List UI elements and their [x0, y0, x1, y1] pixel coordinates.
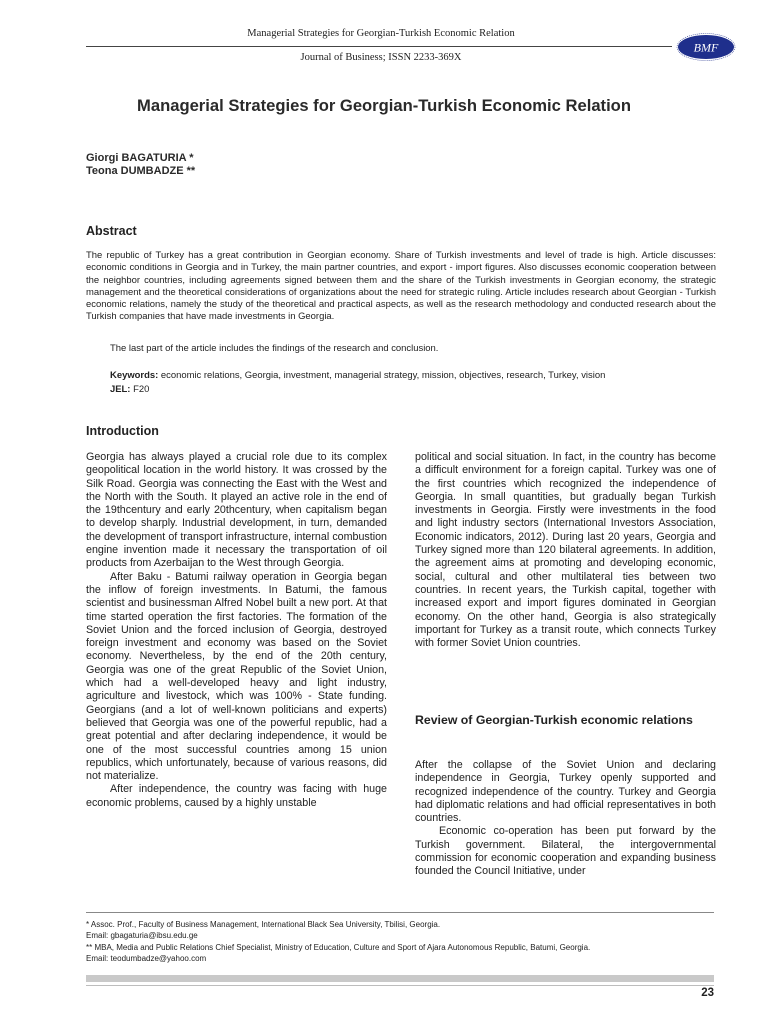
header-rule [86, 46, 672, 47]
page-number: 23 [701, 987, 714, 999]
paragraph: After Baku - Batumi railway operation in Georgia began the inflow of foreign investments. In Batumi, the famous scientist and businessman Alfred Nobel built a new port. At that time started operation the first factories. The formation of the Soviet Union and the forced inclusion of Georgia, destroyed foreign investment and economy was based on the Soviet economy. Nevertheless, by the end of the 20th century, Georgia was one of the great Republic of the Soviet Union, which had a well-developed heavy and light industry, agriculture and livestock, which was 100% - State funding. Georgians (and a lot of well-known politicians and experts) believed that Georgia was one of the powerful republic, had a great potential and after declaring independence, it would be one of the most successful countries among 15 union republics, which unfortunately, because of various reasons, did not materialize. [86, 570, 387, 783]
jel-label: JEL: [110, 384, 131, 395]
paragraph: Economic co-operation has been put forward by the Turkish government. Bilateral, the intergovernmental commission for economic cooperation and expanding business founded the Council Initiative, under [415, 825, 716, 878]
right-column-bottom [415, 759, 716, 879]
paragraph: Georgia has always played a crucial role due to its complex geopolitical location in the world history. It was crossed by the Silk Road. Georgia was connecting the East with the West and the North with the South. It played an active role in the end of the 19thcentury and early 20thcentury, when capitalism began to develop sharply. Industrial development, in turn, demanded the development of transport infrastructure, internal combustion engine invention made it necessary the transportation of oil products from Azerbaijan to the West through Georgia. [86, 451, 387, 570]
author-name: Teona DUMBADZE ** [86, 165, 196, 177]
footnote-line: ** MBA, Media and Public Relations Chief Specialist, Ministry of Education, Culture and Sport of Ajara Autonomous Republic, Batumi, Georgia. [86, 942, 591, 952]
logo-text: BMF [693, 40, 719, 55]
jel-line [110, 384, 149, 395]
left-column [86, 451, 387, 810]
keywords-text: economic relations, Georgia, investment, managerial strategy, mission, objectives, research, Turkey, vision [160, 370, 606, 381]
jel-code: F20 [133, 384, 150, 395]
bottom-band [86, 975, 714, 982]
author-name: Giorgi BAGATURIA * [86, 152, 194, 164]
paragraph: political and social situation. In fact, in the country has become a difficult environment for a foreign capital. Turkey was one of the first countries which recognized the independence of Georgia. In small quantities, but gradually began Turkish investments in Georgia. Firstly were investments in the food and light industry sectors (International Investors Association, Economic indicators, 2012). During last 20 years, Georgia and Turkey signed more than 120 bilateral agreements. In addition, the agreement aims at promoting and developing economic, social, cultural and other multilateral ties between two countries. In recent years, the Turkish capital, together with increased export and import figures dominated in Georgian economy. On the other hand, Georgia is also strategically important for Turkey as a transit route, which connects Turkey with former Soviet Union countries. [415, 451, 716, 650]
journal-line: Journal of Business; ISSN 2233-369X [300, 52, 462, 63]
footnote-line: Email: teodumbadze@yahoo.com [86, 953, 207, 963]
abstract-last-line: The last part of the article includes the findings of the research and conclusion. [110, 343, 439, 354]
abstract-body: The republic of Turkey has a great contribution in Georgian economy. Share of Turkish investments and level of trade is high. Article discusses: economic conditions in Georgia and in Turkey, the main partner countries, and export - import figures. Also discusses economic cooperation between the neighbor countries, including agreements signed between them and the share of the Turkish investments in Georgian economy, the strategic management and the theoretical considerations of organizations about the need for strategic ruling. Article includes research about Georgian - Turkish economic relations, namely the study of the theoretical and practical aspects, as well as the research methodology and conducted research about the Turkish companies that have made investments in Georgia. [86, 250, 716, 323]
running-head: Managerial Strategies for Georgian-Turkish Economic Relation [247, 28, 515, 39]
paper-title: Managerial Strategies for Georgian-Turkish Economic Relation [137, 96, 631, 115]
footnote-line: Email: gbagaturia@ibsu.edu.ge [86, 931, 198, 941]
footnote-rule [86, 912, 714, 913]
paragraph: After independence, the country was facing with huge economic problems, caused by a highly unstable [86, 783, 387, 809]
bottom-rule [86, 985, 714, 986]
footnote-line: * Assoc. Prof., Faculty of Business Management, International Black Sea University, Tbilisi, Georgia. [86, 920, 441, 929]
keywords-label: Keywords: [110, 370, 159, 381]
abstract-heading: Abstract [86, 224, 137, 238]
paragraph: After the collapse of the Soviet Union and declaring independence in Georgia, Turkey openly supported and recognized independence of the country. Turkey and Georgia had diplomatic relations and had official representatives in both countries. [415, 759, 716, 825]
introduction-heading: Introduction [86, 424, 159, 438]
footnotes [86, 919, 590, 964]
keywords-line [110, 370, 605, 381]
right-column-top [415, 451, 716, 650]
review-heading: Review of Georgian-Turkish economic relations [415, 713, 693, 727]
journal-logo [676, 32, 736, 62]
